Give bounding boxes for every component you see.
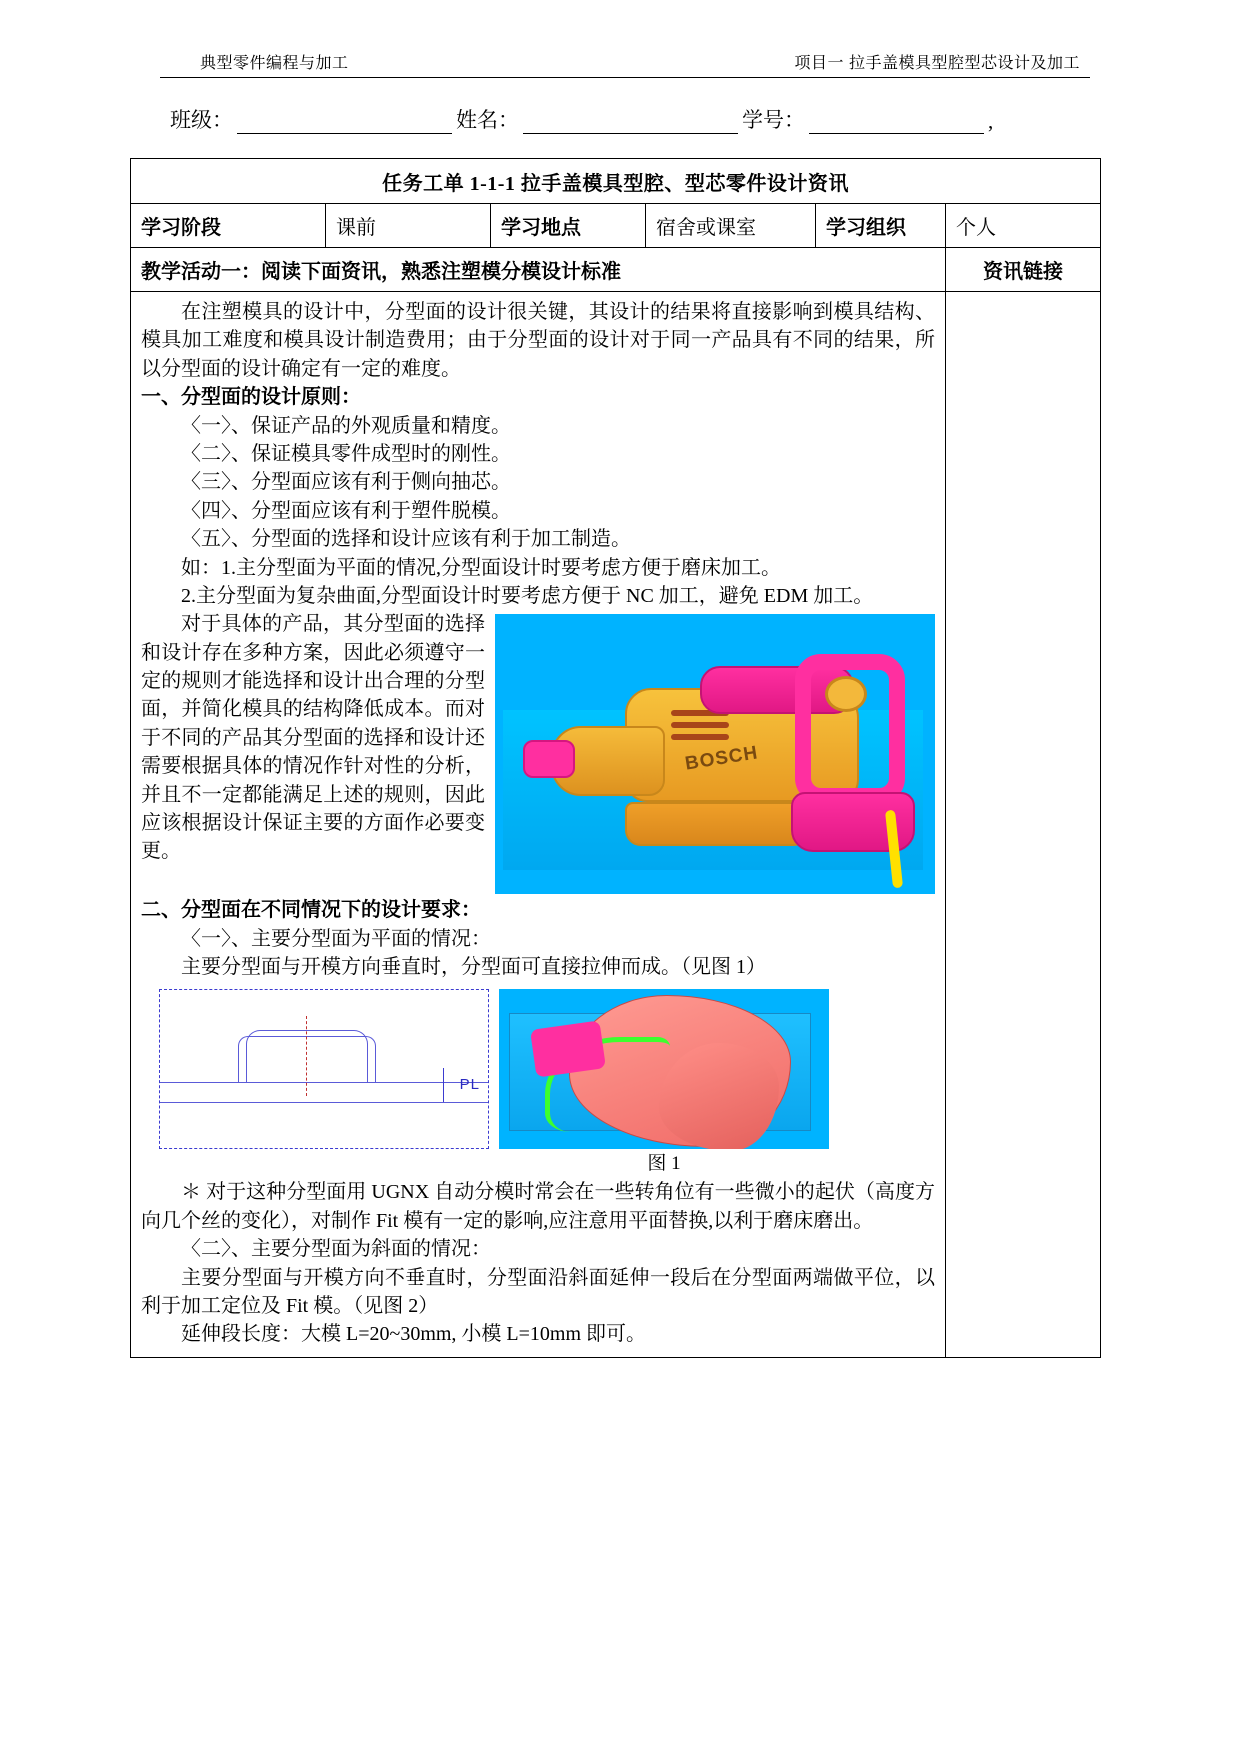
render-tip: [523, 740, 575, 778]
render-footplate: [625, 802, 809, 846]
table-row-activity: [131, 248, 1101, 292]
worksheet-title: 任务工单 1-1-1 拉手盖模具型腔、型芯零件设计资讯: [131, 159, 1101, 204]
table-row-title: [131, 159, 1101, 204]
student-id-blank[interactable]: [809, 111, 984, 134]
student-id-label: 学号：: [742, 108, 805, 132]
running-header-right: 项目一 拉手盖模具型腔型芯设计及加工: [794, 55, 1080, 72]
schematic-dome-inner: [238, 1036, 376, 1083]
place-label: 学习地点: [491, 204, 646, 248]
rule-3: 〈三〉、分型面应该有利于侧向抽芯。: [181, 471, 511, 494]
rule-1: 〈一〉、保证产品的外观质量和精度。: [181, 414, 511, 437]
activity-text: 教学活动一：阅读下面资讯，熟悉注塑模分模设计标准: [141, 261, 621, 283]
case-1-text: 主要分型面与开模方向垂直时，分型面可直接拉伸而成。（见图 1）: [181, 956, 766, 979]
render-vent-2: [671, 722, 729, 728]
schematic-pl-arrow: [443, 1068, 444, 1102]
stage-value: 课前: [326, 204, 491, 248]
student-info-row: [170, 104, 1060, 134]
note-ugnx: ＊ 对于这种分型面用 UGNX 自动分模时常会在一些转角位有一些微小的起伏（高度方向几个丝的变化），对制作 Fit 模有一定的影响,应注意用平面替换,以利于磨床磨出。: [141, 1181, 935, 1232]
figure-1-row: [159, 989, 935, 1178]
rule-4: 〈四〉、分型面应该有利于塑件脱模。: [181, 499, 511, 522]
rule-5: 〈五〉、分型面的选择和设计应该有利于加工制造。: [181, 528, 631, 551]
table-row-meta: [131, 204, 1101, 248]
figure-bosch-hammer: [495, 614, 935, 894]
class-blank[interactable]: [237, 111, 452, 134]
rule-2: 〈二〉、保证模具零件成型时的刚性。: [181, 442, 511, 465]
figure-1-schematic: [159, 989, 489, 1149]
table-row-content: [131, 292, 1101, 1358]
case-2-heading: 〈二〉、主要分型面为斜面的情况：: [181, 1238, 491, 1261]
schematic-center-line: [306, 1016, 307, 1096]
place-value: 宿舍或课室: [646, 204, 816, 248]
example-2: 2.主分型面为复杂曲面,分型面设计时要考虑方便于 NC 加工，避免 EDM 加工。: [181, 584, 874, 607]
schematic-pl-label: PL: [459, 1076, 480, 1094]
section-1-heading: 一、分型面的设计原则：: [141, 386, 361, 409]
section-2-heading: 二、分型面在不同情况下的设计要求：: [141, 899, 481, 922]
name-blank[interactable]: [523, 111, 738, 134]
example-1: 如：1.主分型面为平面的情况,分型面设计时要考虑方便于磨床加工。: [181, 556, 781, 579]
info-link-label[interactable]: 资讯链接: [946, 248, 1101, 292]
group-label: 学习组织: [816, 204, 946, 248]
case-2-text: 主要分型面与开模方向不垂直时，分型面沿斜面延伸一段后在分型面两端做平位，以利于加工定位及 Fit 模。（见图 2）: [141, 1266, 935, 1317]
content-link-cell[interactable]: [946, 292, 1101, 1358]
case-1-heading: 〈一〉、主要分型面为平面的情况：: [181, 927, 491, 950]
schematic-base-line: [160, 1102, 488, 1103]
class-label: 班级：: [170, 108, 233, 132]
running-header-left: 典型零件编程与加工: [200, 55, 349, 72]
group-value: 个人: [946, 204, 1101, 248]
render-brand-logo: BOSCH: [683, 742, 760, 775]
paragraph-product: 对于具体的产品，其分型面的选择和设计存在多种方案，因此必须遵守一定的规则才能选择和设计出合理的分型面，并简化模具的结构降低成本。而对于不同的产品其分型面的选择和设计还需要根据具体的情况作针对性的分析，并且不一定都能满足上述的规则，因此应该根据设计保证主要的方面作必要变更。: [141, 613, 485, 863]
case-2-text-2: 延伸段长度：大模 L=20~30mm, 小模 L=10mm 即可。: [181, 1323, 647, 1346]
render-vent-3: [671, 734, 729, 740]
figure-1-3d-render: [499, 989, 829, 1149]
bosch-hammer-render: [495, 614, 935, 894]
trailing-comma: ,: [988, 109, 994, 133]
paragraph-intro: 在注塑模具的设计中，分型面的设计很关键，其设计的结果将直接影响到模具结构、模具加工难度和模具设计制造费用；由于分型面的设计对于同一产品具有不同的结果，所以分型面的设计确定有一定的难度。: [141, 301, 935, 380]
running-header: [160, 50, 1090, 78]
content-cell: [131, 292, 946, 1358]
name-label: 姓名：: [456, 108, 519, 132]
figure-1-caption: 图 1: [647, 1153, 681, 1175]
figure-1-render-wrap: [499, 989, 829, 1178]
stage-label: 学习阶段: [131, 204, 326, 248]
activity-heading: [131, 248, 946, 292]
worksheet-table: [130, 158, 1101, 1358]
